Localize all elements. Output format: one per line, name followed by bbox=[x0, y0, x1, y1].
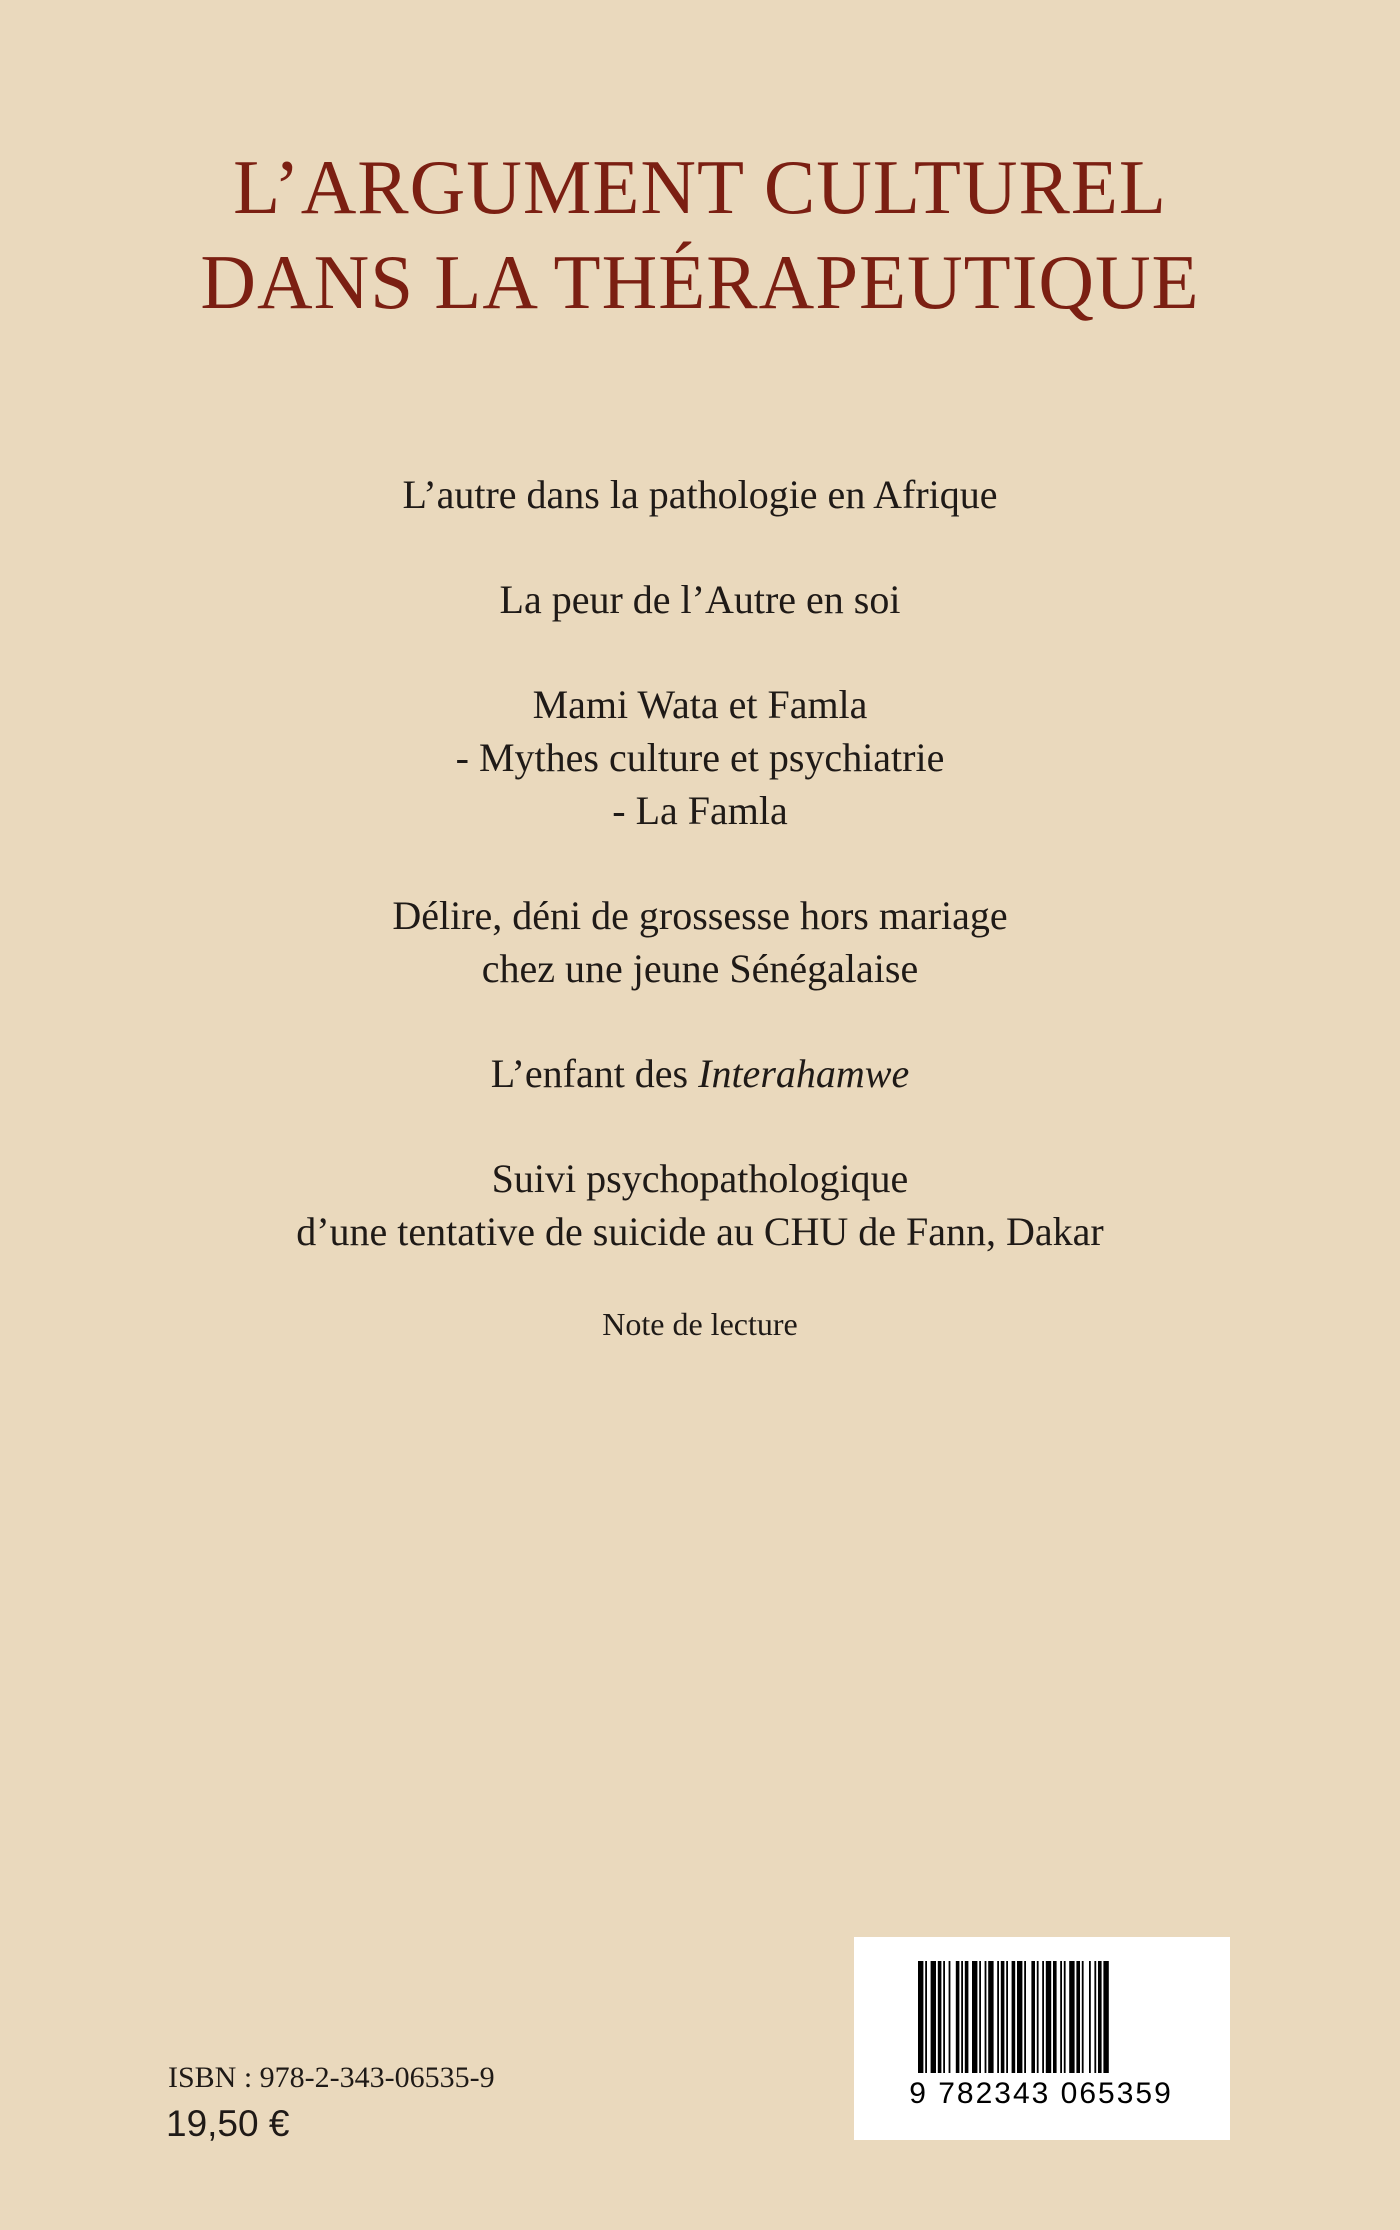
barcode-bar bbox=[1098, 1961, 1102, 2073]
barcode-bar bbox=[1082, 1961, 1084, 2073]
barcode-bar bbox=[938, 1961, 942, 2073]
title-line-1: L’ARGUMENT CULTUREL bbox=[233, 144, 1167, 230]
toc-item-6-line-1: Suivi psychopathologique bbox=[491, 1156, 909, 1201]
barcode-bar bbox=[956, 1961, 960, 2073]
toc-note: Note de lecture bbox=[602, 1306, 798, 1342]
toc-item-6-line-2: d’une tentative de suicide au CHU de Fann, Dakar bbox=[296, 1209, 1104, 1254]
barcode-bar bbox=[1024, 1961, 1026, 2073]
barcode-bar bbox=[1076, 1961, 1080, 2073]
toc-item-5-italic: Interahamwe bbox=[698, 1051, 910, 1096]
barcode bbox=[854, 1937, 1230, 2140]
barcode-bars bbox=[918, 1961, 1168, 2073]
toc-item-5 bbox=[0, 1047, 1400, 1100]
barcode-bar bbox=[988, 1961, 993, 2073]
barcode-bar bbox=[1042, 1961, 1044, 2073]
toc-item-1: L’autre dans la pathologie en Afrique bbox=[402, 472, 998, 517]
barcode-bar bbox=[1031, 1961, 1035, 2073]
barcode-bar bbox=[961, 1961, 963, 2073]
book-title bbox=[0, 140, 1400, 330]
barcode-bar bbox=[943, 1961, 945, 2073]
barcode-bar bbox=[1089, 1961, 1091, 2073]
table-of-contents bbox=[0, 468, 1400, 1344]
title-line-2: DANS LA THÉRAPEUTIQUE bbox=[200, 239, 1200, 325]
toc-item-5-prefix: L’enfant des bbox=[490, 1051, 699, 1096]
barcode-bar bbox=[1017, 1961, 1022, 2073]
barcode-bar bbox=[1012, 1961, 1016, 2073]
barcode-bar bbox=[1006, 1961, 1008, 2073]
barcode-bar bbox=[965, 1961, 969, 2073]
barcode-bar bbox=[1060, 1961, 1062, 2073]
barcode-bar bbox=[1001, 1961, 1005, 2073]
barcode-bar bbox=[1046, 1961, 1051, 2073]
barcode-bar bbox=[1037, 1961, 1039, 2073]
barcode-bar bbox=[997, 1961, 999, 2073]
price-text: 19,50 € bbox=[166, 2103, 290, 2144]
barcode-bar bbox=[1069, 1961, 1074, 2073]
isbn-text: ISBN : 978-2-343-06535-9 bbox=[168, 2061, 495, 2094]
barcode-bar bbox=[1103, 1961, 1108, 2073]
toc-item-3-title: Mami Wata et Famla bbox=[532, 682, 868, 727]
barcode-bar bbox=[1064, 1961, 1066, 2073]
toc-item-3-sub-2: - La Famla bbox=[612, 788, 788, 833]
barcode-bar bbox=[979, 1961, 981, 2073]
barcode-bar bbox=[931, 1961, 936, 2073]
toc-item-4-line-1: Délire, déni de grossesse hors mariage bbox=[392, 893, 1008, 938]
barcode-bar bbox=[918, 1961, 923, 2073]
barcode-bar bbox=[972, 1961, 977, 2073]
barcode-bar bbox=[1053, 1961, 1057, 2073]
barcode-bar bbox=[1094, 1961, 1096, 2073]
barcode-bar bbox=[949, 1961, 951, 2073]
toc-item-3-sub-1: - Mythes culture et psychiatrie bbox=[455, 735, 945, 780]
barcode-digits: 9 782343 065359 bbox=[909, 2077, 1173, 2110]
barcode-bar bbox=[925, 1961, 927, 2073]
toc-item-4-line-2: chez une jeune Sénégalaise bbox=[481, 946, 919, 991]
toc-item-2: La peur de l’Autre en soi bbox=[499, 577, 901, 622]
barcode-bar bbox=[985, 1961, 987, 2073]
